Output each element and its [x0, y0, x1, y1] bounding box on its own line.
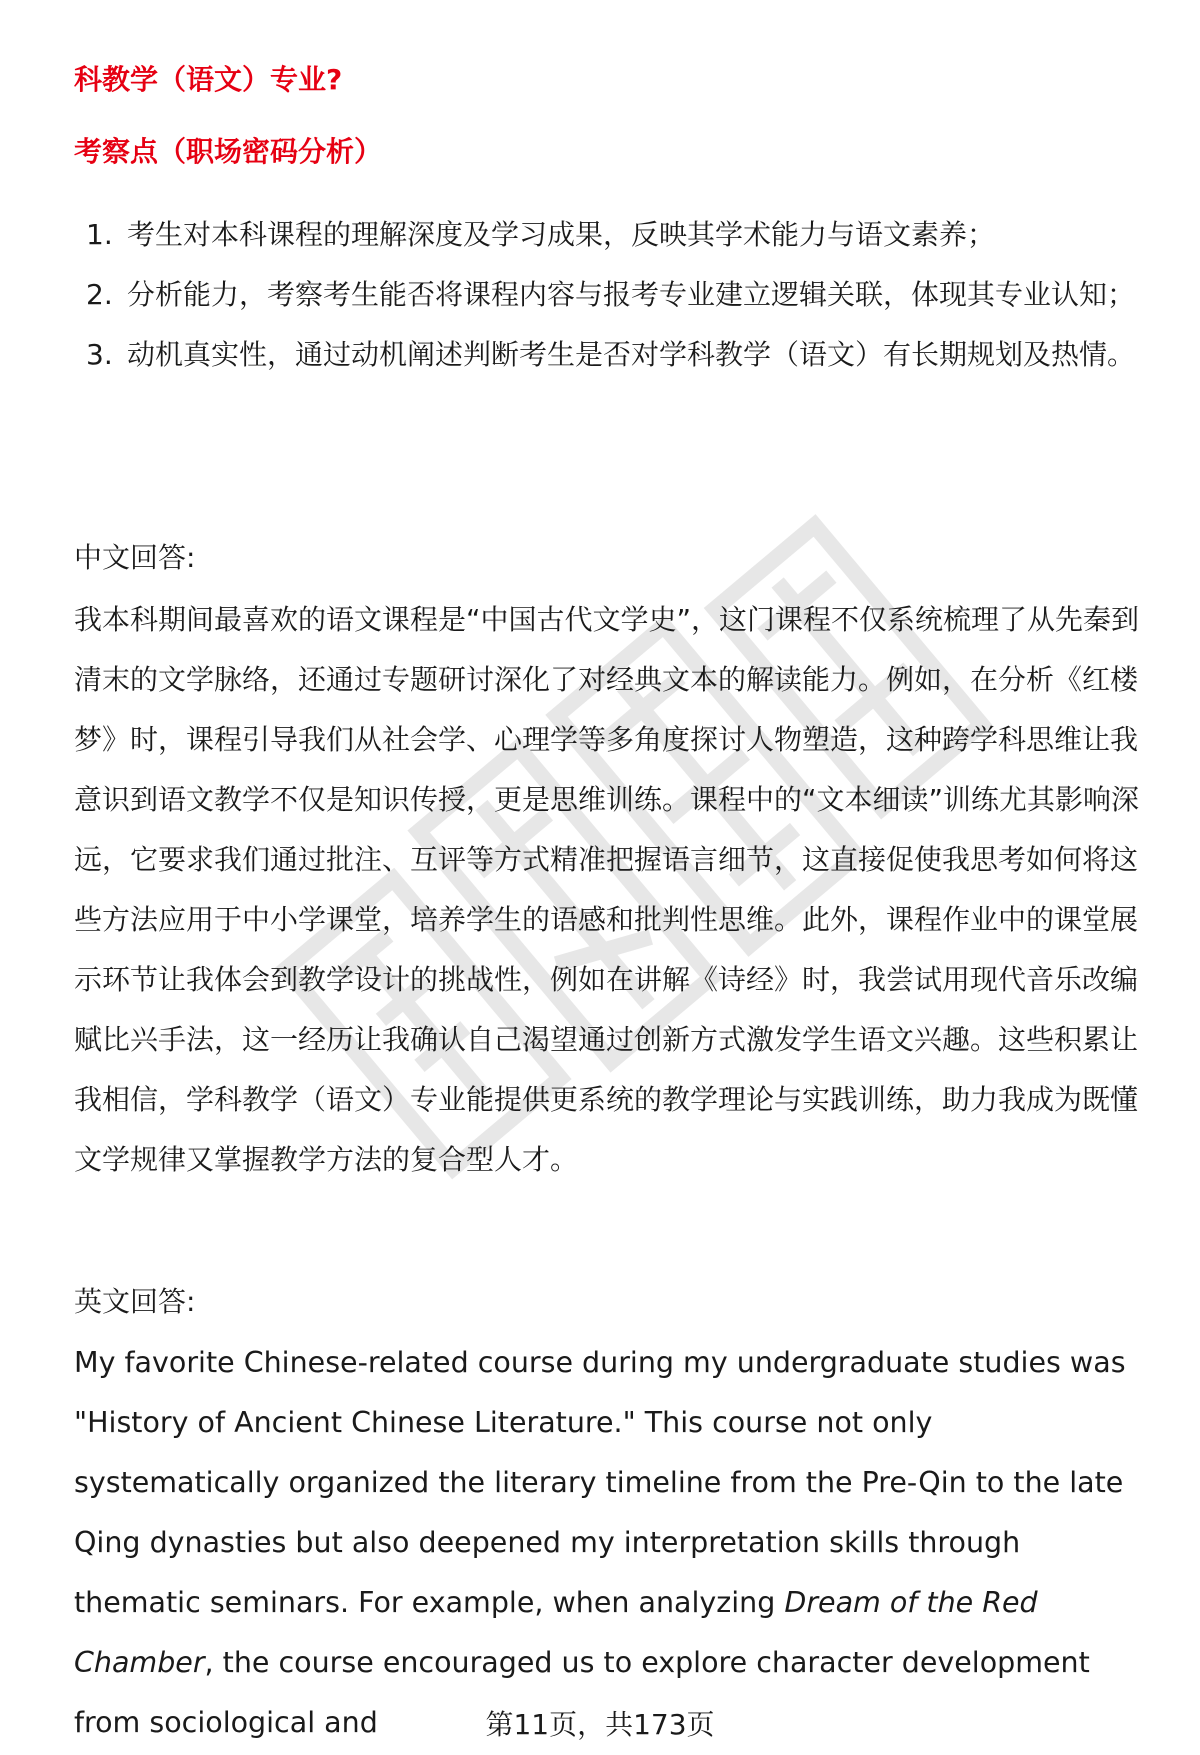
list-item-number: 3. [86, 338, 113, 371]
assessment-points-list [74, 205, 1144, 385]
english-answer-text-start: My favorite Chinese-related course during my undergraduate studies was "History of Ancient Chinese Literature." This course not only systematically organized the literary timeline from the Pre-Qin to the late Qing dynasties but also deepened my interpretation skills through thematic seminars. For example, when analyzing [74, 1346, 1126, 1619]
chinese-answer-body: 我本科期间最喜欢的语文课程是“中国古代文学史”，这门课程不仅系统梳理了从先秦到清末的文学脉络，还通过专题研讨深化了对经典文本的解读能力。例如，在分析《红楼梦》时，课程引导我们从社会学、心理学等多角度探讨人物塑造，这种跨学科思维让我意识到语文教学不仅是知识传授，更是思维训练。课程中的“文本细读”训练尤其影响深远，它要求我们通过批注、互评等方式精准把握语言细节，这直接促使我思考如何将这些方法应用于中小学课堂，培养学生的语感和批判性思维。此外，课程作业中的课堂展示环节让我体会到教学设计的挑战性，例如在讲解《诗经》时，我尝试用现代音乐改编赋比兴手法，这一经历让我确认自己渴望通过创新方式激发学生语文兴趣。这些积累让我相信，学科教学（语文）专业能提供更系统的教学理论与实践训练，助力我成为既懂文学规律又掌握教学方法的复合型人才。 [74, 603, 1140, 1176]
section-title-fragment: 科教学（语文）专业? [74, 63, 343, 96]
chinese-answer-label: 中文回答: [74, 541, 196, 574]
english-answer-label: 英文回答: [74, 1285, 196, 1318]
section-heading: 考察点（职场密码分析） [74, 135, 383, 168]
list-item-text: 分析能力，考察考生能否将课程内容与报考专业建立逻辑关联，体现其专业认知； [127, 278, 1136, 311]
list-item [74, 265, 1144, 325]
list-item [74, 325, 1144, 385]
list-item-number: 2. [86, 278, 113, 311]
page-number-footer: 第11页，共173页 [485, 1708, 715, 1741]
list-item-text: 考生对本科课程的理解深度及学习成果，反映其学术能力与语文素养； [127, 218, 996, 251]
list-item [74, 205, 1144, 265]
book-title: Dream of the Red Chamber [74, 1586, 1038, 1679]
list-item-text: 动机真实性，通过动机阐述判断考生是否对学科教学（语文）有长期规划及热情。 [127, 338, 1136, 371]
english-answer-body [74, 1333, 1144, 1753]
english-answer-text-end: , the course encouraged us to explore character development from sociological and [74, 1646, 1090, 1739]
list-item-number: 1. [86, 218, 113, 251]
